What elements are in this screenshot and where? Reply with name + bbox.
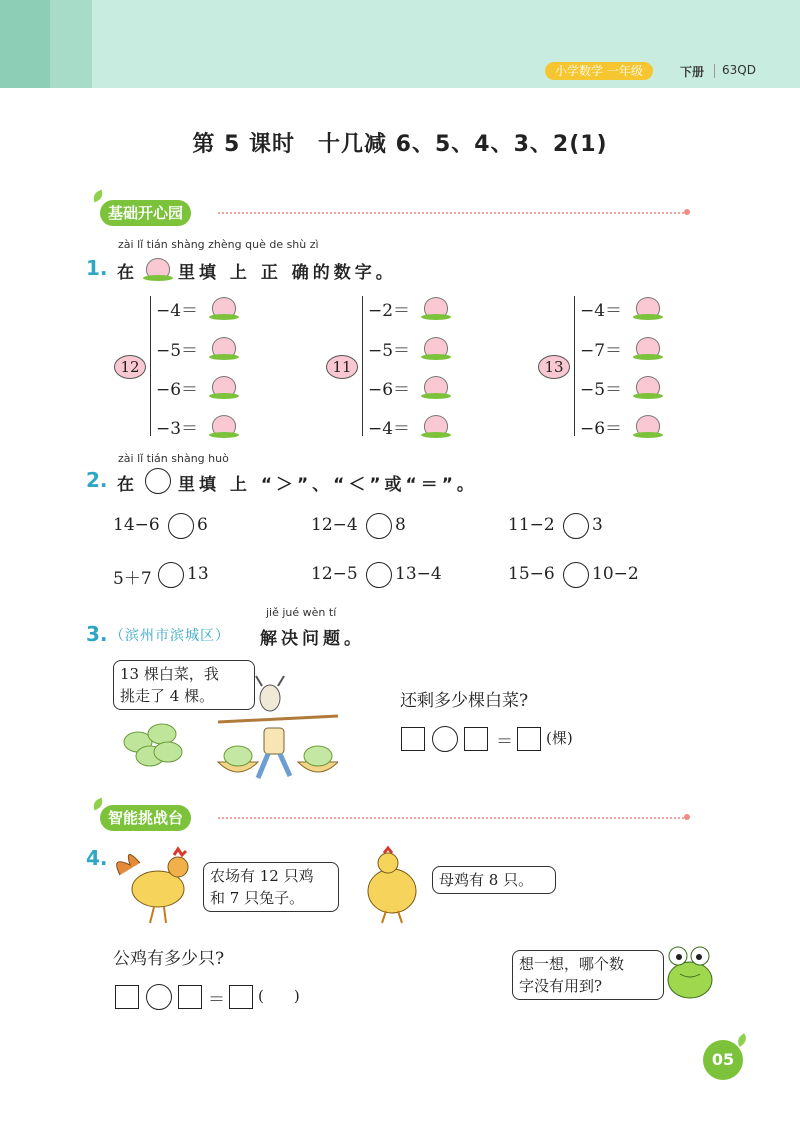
q4-question: 公鸡有多少只?: [113, 949, 225, 969]
compare-circle[interactable]: [366, 513, 392, 539]
dotted-divider: [218, 817, 684, 819]
compare-circle[interactable]: [168, 513, 194, 539]
speech-bubble: [432, 866, 556, 894]
hint-bubble: [512, 950, 664, 1000]
dotted-divider: [218, 212, 684, 214]
compare-left: 12−4: [311, 515, 358, 535]
bubble-line: 和 7 只兔子。: [210, 889, 305, 907]
compare-circle[interactable]: [563, 562, 589, 588]
compare-left: 5＋7: [113, 569, 152, 589]
compare-left: 14−6: [113, 515, 160, 535]
answer-peach[interactable]: [212, 376, 236, 398]
subtraction: −4＝: [368, 419, 411, 439]
subtraction: −6＝: [580, 419, 623, 439]
brace: [362, 296, 363, 436]
subtraction: −2＝: [368, 301, 411, 321]
q3-question: 还剩多少棵白菜?: [400, 691, 529, 711]
q3-text: 解决问题。: [260, 629, 365, 649]
rooster-icon: [110, 845, 200, 925]
hen-icon: [358, 845, 428, 925]
answer-box[interactable]: [229, 985, 253, 1009]
subtraction: −5＝: [368, 341, 411, 361]
compare-right: 6: [197, 515, 208, 535]
answer-peach[interactable]: [424, 337, 448, 359]
volume-label: 下册: [680, 65, 705, 79]
answer-peach[interactable]: [212, 297, 236, 319]
answer-peach[interactable]: [636, 376, 660, 398]
unit-label: (棵): [546, 729, 573, 747]
answer-box[interactable]: [464, 727, 488, 751]
q3-place: （滨州市滨城区）: [110, 628, 230, 644]
equals-sign: ＝: [496, 732, 513, 752]
answer-box[interactable]: [517, 727, 541, 751]
compare-left: 15−6: [508, 564, 555, 584]
operator-circle[interactable]: [432, 726, 458, 752]
peach-icon: [146, 258, 170, 280]
goat-head-icon: [250, 674, 290, 714]
subtraction: −5＝: [580, 380, 623, 400]
subtraction: −6＝: [156, 380, 199, 400]
page-number: 05: [703, 1040, 743, 1080]
compare-right: 10−2: [592, 564, 639, 584]
q3-pinyin: jiě jué wèn tí: [266, 606, 337, 619]
divider-dot: [684, 814, 690, 820]
q2-text-b: 里填 上 “＞”、“＜”或“＝”。: [178, 475, 478, 495]
compare-right: 13−4: [395, 564, 442, 584]
bubble-line: 13 棵白菜，我: [120, 665, 219, 683]
cabbage-illustration: [118, 712, 338, 784]
compare-circle[interactable]: [563, 513, 589, 539]
q3-number: 3.: [86, 622, 108, 646]
answer-peach[interactable]: [212, 337, 236, 359]
answer-peach[interactable]: [636, 415, 660, 437]
bubble-line: 母鸡有 8 只。: [439, 871, 534, 889]
subtraction: −3＝: [156, 419, 199, 439]
q2-pinyin: zài lǐ tián shàng huò: [118, 452, 229, 465]
divider: [714, 64, 715, 78]
section-banner-basic: 基础开心园: [100, 200, 191, 226]
brace: [574, 296, 575, 436]
operator-circle[interactable]: [146, 984, 172, 1010]
equals-sign: ＝: [208, 990, 225, 1010]
lesson-title: 第 5 课时 十几减 6、5、4、3、2(1): [192, 132, 608, 157]
q2-text-a: 在: [117, 475, 138, 495]
q1-text-a: 在: [117, 263, 138, 283]
compare-left: 12−5: [311, 564, 358, 584]
bubble-line: 字没有用到?: [519, 977, 603, 995]
header-stripe: [0, 0, 50, 88]
q1-pinyin: zài lǐ tián shàng zhèng què de shù zì: [118, 238, 319, 251]
bubble-line: 想一想，哪个数: [519, 955, 625, 973]
answer-peach[interactable]: [424, 415, 448, 437]
book-code: 63QD: [722, 63, 756, 77]
q4-number: 4.: [86, 846, 108, 870]
bubble-line: 挑走了 4 棵。: [120, 687, 215, 705]
compare-circle[interactable]: [158, 562, 184, 588]
compare-left: 11−2: [508, 515, 555, 535]
compare-circle[interactable]: [366, 562, 392, 588]
grade-badge: 小学数学 一年级: [545, 62, 653, 80]
divider-dot: [684, 209, 690, 215]
subtraction: −4＝: [580, 301, 623, 321]
answer-box[interactable]: [115, 985, 139, 1009]
q1-text-b: 里填 上 正 确的数字。: [178, 263, 397, 283]
compare-right: 8: [395, 515, 406, 535]
answer-peach[interactable]: [636, 297, 660, 319]
bubble-line: 农场有 12 只鸡: [210, 867, 314, 885]
brace: [150, 296, 151, 436]
speech-bubble: [203, 862, 339, 912]
q1-number: 1.: [86, 256, 108, 280]
speech-bubble: [113, 660, 255, 710]
frog-icon: [658, 940, 724, 1002]
subtraction: −7＝: [580, 341, 623, 361]
unit-label: ( ): [258, 987, 300, 1005]
answer-peach[interactable]: [424, 376, 448, 398]
start-number: 12: [114, 355, 146, 379]
start-number: 13: [538, 355, 570, 379]
circle-icon: [145, 468, 171, 494]
section-banner-challenge: 智能挑战台: [100, 805, 191, 831]
answer-box[interactable]: [401, 727, 425, 751]
answer-peach[interactable]: [424, 297, 448, 319]
subtraction: −6＝: [368, 380, 411, 400]
header-stripe: [50, 0, 92, 88]
leaf-icon: [91, 190, 105, 203]
answer-box[interactable]: [178, 985, 202, 1009]
answer-peach[interactable]: [636, 337, 660, 359]
q2-number: 2.: [86, 468, 108, 492]
subtraction: −4＝: [156, 301, 199, 321]
compare-right: 3: [592, 515, 603, 535]
answer-peach[interactable]: [212, 415, 236, 437]
compare-right: 13: [187, 564, 209, 584]
start-number: 11: [326, 355, 358, 379]
subtraction: −5＝: [156, 341, 199, 361]
